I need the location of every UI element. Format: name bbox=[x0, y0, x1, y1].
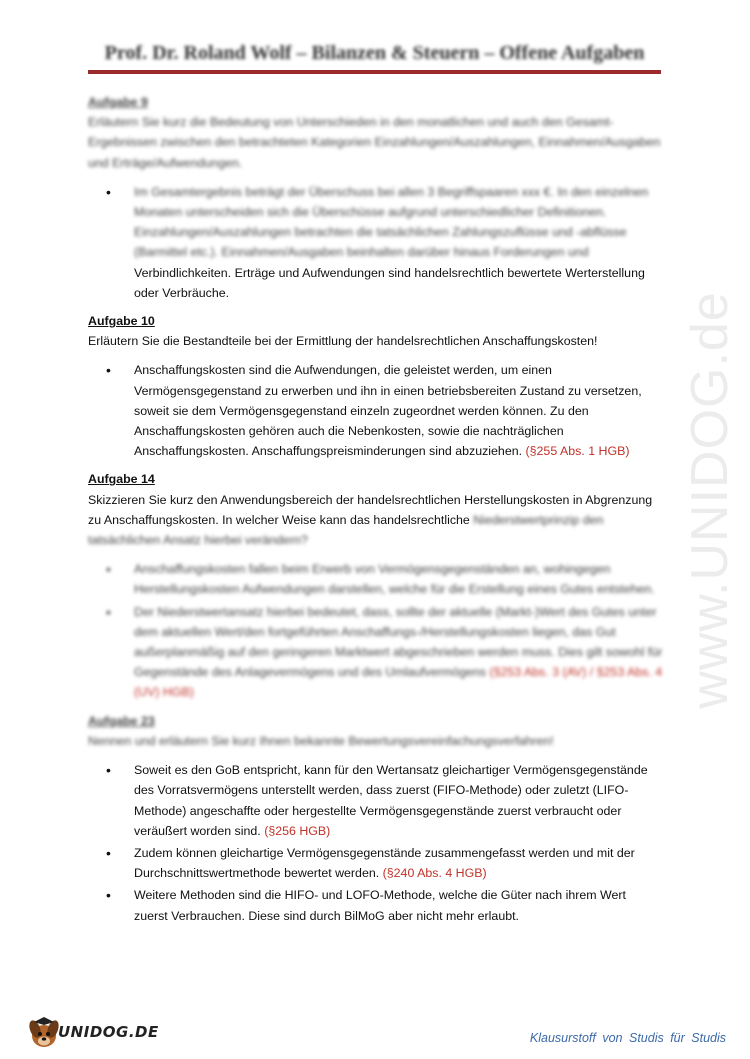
answer-item bbox=[134, 843, 663, 883]
answer-item bbox=[134, 182, 663, 303]
answer-text: Der Niederstwertansatz hierbei bedeutet, dass, sollte der aktuelle (Markt-)Wert des Gutes unter dem aktuellen Wert/den fortgeführten Anschaffungs-/Herstellungskosten liegen, das Gut außerplanmäßig auf den geringeren Marktwert abgeschrieben werden muss. Dies gilt sowohl für Gegenstände des Anlagevermögens und des Umlaufvermögens bbox=[134, 604, 663, 680]
answer-list bbox=[88, 182, 663, 303]
answer-list bbox=[88, 360, 663, 461]
logo-text: UNIDOG.DE bbox=[58, 1023, 159, 1041]
answer-text: Weitere Methoden sind die HIFO- und LOFO-Methode, welche die Güter nach ihrem Wert zuerst Verbrauchen. Diese sind durch BilMoG aber nicht mehr erlaubt. bbox=[134, 888, 626, 923]
answer-text: Soweit es den GoB entspricht, kann für den Wertansatz gleichartiger Vermögensgegenstände des Vorratsvermögens unterstellt werden, dass zuerst (FIFO-Methode) oder zuletzt (LIFO-Methode) angeschaffte oder hergestellte Vermögensgegenstände zuerst verbraucht oder veräußert worden sind. bbox=[134, 763, 648, 838]
document-body bbox=[88, 92, 663, 934]
task-23 bbox=[88, 711, 663, 926]
answer-text: Im Gesamtergebnis beträgt der Überschuss bei allen 3 Begriffspaaren xxx €. In den einzelnen Monaten unterscheiden sich die Überschüsse aufgrund unterschiedlicher Definitionen. Einzahlungen/Auszahlungen betrachten die tatsächlichen Zahlungszuflüsse und -abflüsse (Barmittel etc.). Einnahmen/Ausgaben beinhalten darüber hinaus Forderungen und bbox=[134, 184, 649, 260]
task-question: Nennen und erläutern Sie kurz Ihnen bekannte Bewertungsvereinfachungsverfahren! bbox=[88, 733, 554, 748]
task-9 bbox=[88, 92, 663, 303]
task-10 bbox=[88, 311, 663, 461]
task-question-visible: Skizzieren Sie kurz den Anwendungsbereich der handelsrechtlichen Herstellungskosten in Abgrenzung zu Anschaffungskosten. In welcher Weise kann das handelsrechtliche bbox=[88, 492, 653, 527]
answer-item bbox=[134, 760, 663, 841]
answer-text: Anschaffungskosten sind die Aufwendungen, die geleistet werden, um einen Vermögensgegenstand zu erwerben und ihn in einen betriebsbereiten Zustand zu versetzen, soweit sie dem Vermögensgegenstand einzeln zugeordnet werden können. Zu den Anschaffungskosten gehören auch die Nebenkosten, sowie die nachträglichen Anschaffungskosten. Anschaffungspreisminderungen sind abzuziehen. bbox=[134, 363, 642, 459]
answer-list bbox=[88, 760, 663, 926]
answer-item bbox=[134, 559, 663, 599]
answer-item bbox=[134, 360, 663, 461]
legal-reference: (§256 HGB) bbox=[264, 823, 331, 838]
footer-tagline: Klausurstoff von Studis für Studis bbox=[529, 1031, 726, 1045]
task-title: Aufgabe 14 bbox=[88, 472, 155, 487]
watermark-text: www.UNIDOG.de bbox=[681, 291, 739, 709]
page-header-title: Prof. Dr. Roland Wolf – Bilanzen & Steuern – Offene Aufgaben bbox=[104, 42, 645, 64]
legal-reference: (§240 Abs. 4 HGB) bbox=[382, 866, 487, 881]
answer-list bbox=[88, 559, 663, 702]
task-question: Erläutern Sie kurz die Bedeutung von Unterschieden in den monatlichen und auch den Gesamt-Ergebnissen zwischen den betrachteten Kategorien Einzahlungen/Auszahlungen, Einnahmen/Ausgaben und Erträge/Aufwendungen. bbox=[88, 115, 661, 170]
unidog-logo[interactable] bbox=[24, 1012, 159, 1052]
watermark bbox=[660, 270, 750, 730]
task-title: Aufgabe 23 bbox=[88, 713, 155, 728]
answer-text-visible: Verbindlichkeiten. Erträge und Aufwendungen sind handelsrechtlich bewertete Werterstellung oder Verbräuche. bbox=[134, 265, 645, 300]
task-question bbox=[88, 490, 663, 551]
header-rule bbox=[88, 70, 661, 74]
legal-reference: (§253 Abs. 3 (AV) / §253 Abs. 4 (UV) HGB) bbox=[134, 665, 663, 700]
answer-item bbox=[134, 602, 663, 703]
answer-text: Anschaffungskosten fallen beim Erwerb von Vermögensgegenständen an, wohingegen Herstellungskosten Aufwendungen darstellen, welche für die Erstellung eines Gutes entstehen. bbox=[134, 562, 655, 597]
task-title: Aufgabe 10 bbox=[88, 314, 155, 329]
task-14 bbox=[88, 469, 663, 702]
answer-item bbox=[134, 885, 663, 925]
legal-reference: (§255 Abs. 1 HGB) bbox=[525, 444, 630, 459]
task-question-blurred: Niederstwertprinzip den tatsächlichen Ansatz hierbei verändern? bbox=[88, 512, 604, 548]
task-question: Erläutern Sie die Bestandteile bei der Ermittlung der handelsrechtlichen Anschaffungskosten! bbox=[88, 334, 598, 349]
answer-text: Zudem können gleichartige Vermögensgegenstände zusammengefasst werden und mit der Durchschnittswertmethode bewertet werden. bbox=[134, 845, 635, 881]
task-title: Aufgabe 9 bbox=[88, 95, 148, 109]
